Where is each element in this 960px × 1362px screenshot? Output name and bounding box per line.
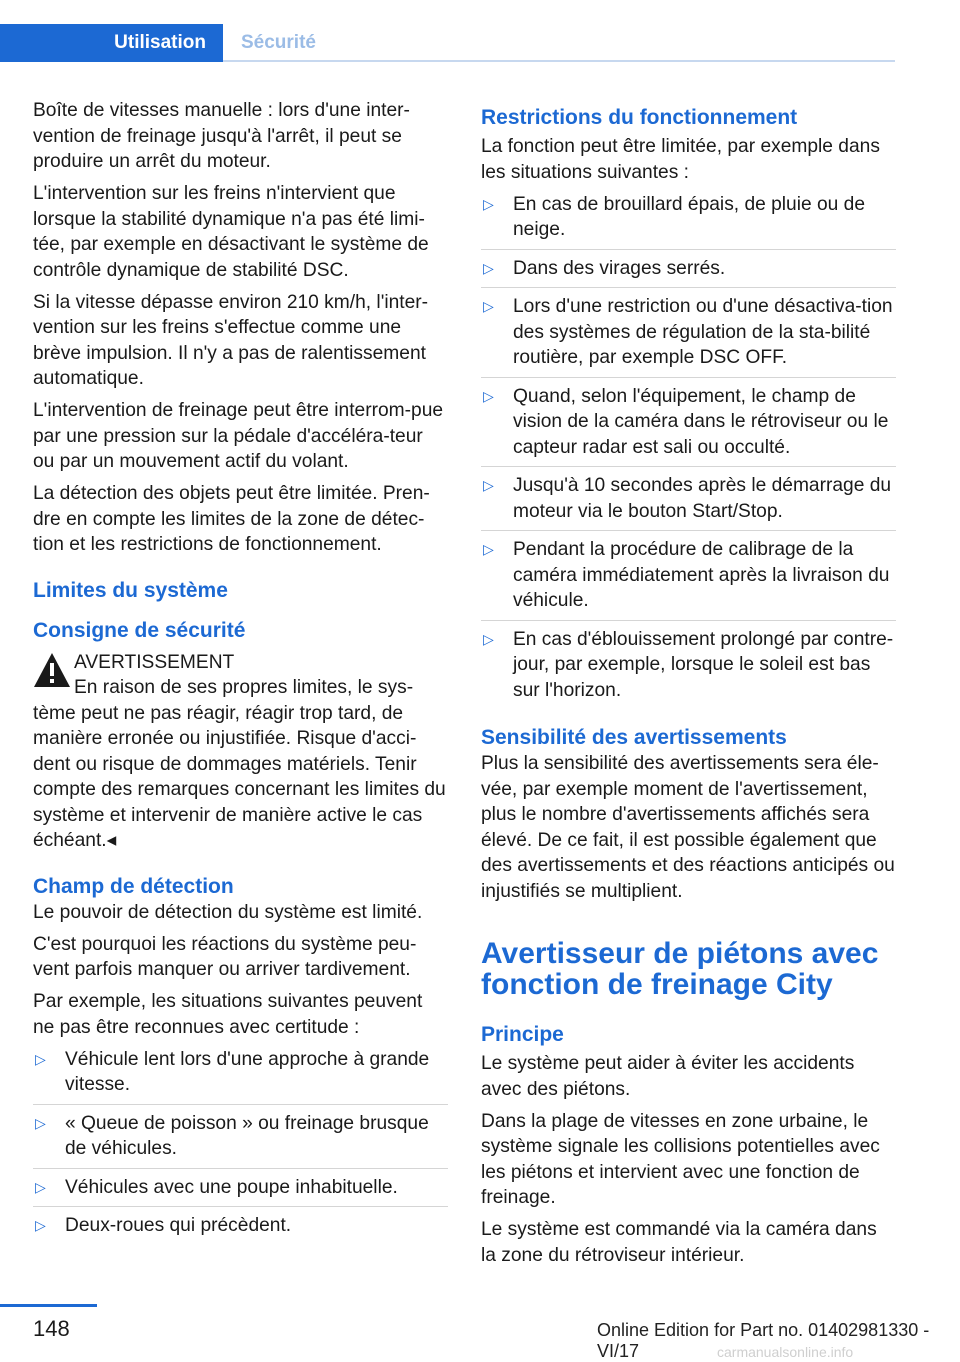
left-column <box>33 98 448 1253</box>
bullet-list <box>33 1047 448 1245</box>
heading-safety: Consigne de sécurité <box>33 618 246 642</box>
section-title: Avertisseur de piétons avec fonction de freinage City <box>481 937 879 1001</box>
tab-securite[interactable]: Sécurité <box>241 32 316 53</box>
page-number: 148 <box>33 1316 70 1341</box>
list-item: ▷ Deux-roues qui précèdent. <box>33 1213 448 1245</box>
paragraph: Plus la sensibilité des avertissements sera éle-vée, par exemple moment de l'avertissement, plus le nombre d'avertissements affichés sera élevé. De ce fait, il est possible également que des avertissements et des réactions anticipés ou injustifiés se multiplient. <box>481 753 895 902</box>
list-item: ▷ Véhicule lent lors d'une approche à grande vitesse. <box>33 1047 448 1105</box>
list-item: ▷ En cas de brouillard épais, de pluie ou de neige. <box>481 192 896 250</box>
paragraph: Si la vitesse dépasse environ 210 km/h, l'inter-vention sur les freins s'effectue comme une brève impulsion. Il n'y a pas de ralentissement automatique. <box>33 291 429 389</box>
paragraph: Par exemple, les situations suivantes peuvent ne pas être reconnues avec certitude : <box>33 991 423 1038</box>
list-item: ▷ Lors d'une restriction ou d'une désactiva-tion des systèmes de régulation de la sta-bilité routière, par exemple DSC OFF. <box>481 294 896 378</box>
heading-detection: Champ de détection <box>33 874 234 898</box>
bullet-list <box>481 192 896 710</box>
triangle-bullet-icon: ▷ <box>483 630 494 647</box>
paragraph: Dans la plage de vitesses en zone urbaine, le système signale les collisions potentielles avec les piétons et intervient avec une fonction de freinage. <box>481 1110 880 1208</box>
right-column <box>481 98 896 1275</box>
heading-sensitivity: Sensibilité des avertissements <box>481 726 787 749</box>
triangle-bullet-icon: ▷ <box>35 1178 46 1195</box>
header-rule <box>223 60 895 62</box>
paragraph: C'est pourquoi les réactions du système peu-vent parfois manquer ou arriver tardivement. <box>33 933 417 980</box>
watermark: carmanualsonline.info <box>717 1344 854 1360</box>
tab-utilisation[interactable]: Utilisation <box>0 24 223 62</box>
warning-block <box>33 650 448 854</box>
warning-text-first-line: En raison de ses propres limites, le sys- <box>74 677 414 698</box>
triangle-bullet-icon: ▷ <box>483 477 494 493</box>
warning-triangle-icon <box>33 652 71 688</box>
paragraph: Le pouvoir de détection du système est limité. <box>33 901 423 923</box>
warning-text: tème peut ne pas réagir, réagir trop tard, de manière erronée ou injustifiée. Risque d'acci-dent ou risque de dommages matériels. Tenir compte des remarques concernant les limites du système et intervenir de manière active le cas échéant.◂ <box>33 702 446 851</box>
triangle-bullet-icon: ▷ <box>483 259 494 276</box>
triangle-bullet-icon: ▷ <box>483 298 494 314</box>
list-item: ▷ Véhicules avec une poupe inhabituelle. <box>33 1175 448 1208</box>
paragraph: La détection des objets peut être limitée. Pren-dre en compte les limites de la zone de détec-tion et les restrictions de fonctionnement. <box>33 483 430 555</box>
paragraph: Boîte de vitesses manuelle : lors d'une inter-vention de freinage jusqu'à l'arrêt, il peut se produire un arrêt du moteur. <box>33 100 410 172</box>
heading-principle: Principe <box>481 1023 564 1046</box>
list-item: ▷ Quand, selon l'équipement, le champ de vision de la caméra dans le rétroviseur ou le capteur radar est sali ou occulté. <box>481 384 896 468</box>
heading-restrictions: Restrictions du fonctionnement <box>481 106 798 129</box>
list-item: ▷ Dans des virages serrés. <box>481 256 896 289</box>
edition-note: Online Edition for Part no. 01402981330 - VI/17 <box>597 1320 930 1361</box>
list-item: ▷ En cas d'éblouissement prolongé par contre-jour, par exemple, lorsque le soleil est bas sur l'horizon. <box>483 628 894 701</box>
triangle-bullet-icon: ▷ <box>483 195 494 212</box>
list-item: ▷ « Queue de poisson » ou freinage brusque de véhicules. <box>33 1111 448 1169</box>
triangle-bullet-icon: ▷ <box>483 387 494 404</box>
triangle-bullet-icon: ▷ <box>35 1114 46 1131</box>
footer-rule <box>0 1304 97 1307</box>
triangle-bullet-icon: ▷ <box>483 541 494 557</box>
header-tabs <box>0 24 895 62</box>
triangle-bullet-icon: ▷ <box>35 1217 46 1233</box>
paragraph: La fonction peut être limitée, par exemple dans les situations suivantes : <box>481 136 880 183</box>
list-item: ▷ Pendant la procédure de calibrage de la caméra immédiatement après la livraison du véhicule. <box>481 537 896 621</box>
heading-limits: Limites du système <box>33 578 228 602</box>
triangle-bullet-icon: ▷ <box>35 1050 46 1067</box>
paragraph: Le système peut aider à éviter les accidents avec des piétons. <box>481 1053 855 1100</box>
paragraph: L'intervention de freinage peut être interrom-pue par une pression sur la pédale d'accéléra-teur ou par un mouvement actif du volant. <box>33 400 444 472</box>
paragraph: Le système est commandé via la caméra dans la zone du rétroviseur intérieur. <box>481 1219 877 1266</box>
warning-title: AVERTISSEMENT <box>74 651 235 673</box>
list-item: ▷ Jusqu'à 10 secondes après le démarrage du moteur via le bouton Start/Stop. <box>481 473 896 531</box>
paragraph: L'intervention sur les freins n'intervient que lorsque la stabilité dynamique n'a pas été limi-tée, par exemple en désactivant le système de contrôle dynamique de stabilité DSC. <box>33 183 429 281</box>
